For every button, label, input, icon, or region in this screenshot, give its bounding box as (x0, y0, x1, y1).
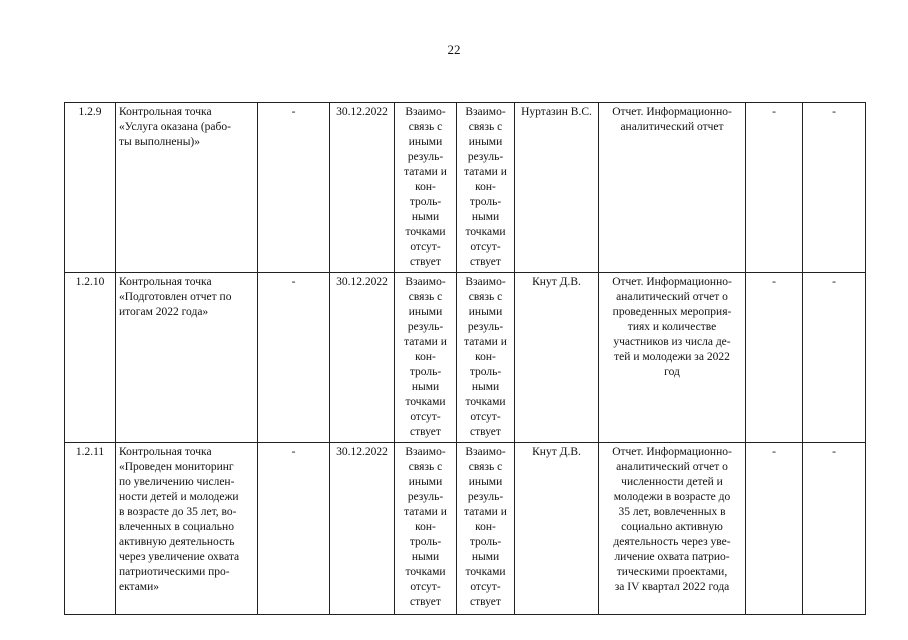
cell-dash: - (803, 103, 866, 273)
cell-dash: - (258, 273, 330, 443)
deadline-date: 30.12.2022 (330, 103, 395, 273)
cell-dash: - (803, 273, 866, 443)
relation-cell: Взаимо- связь с иными резуль- татами и кон- троль- ными точками отсут- ствует (457, 103, 515, 273)
report-type: Отчет. Информационно- аналитический отчет о численности детей и молодежи в возрасте до 35 лет, вовлеченных в социально активную деятельность через уве- личение охвата патрио- тическими проектами, за IV квартал 2022 года (599, 443, 746, 615)
page-number: 22 (447, 42, 461, 57)
cell-dash: - (746, 273, 803, 443)
row-number: 1.2.10 (65, 273, 116, 443)
control-point-name: Контрольная точка «Услуга оказана (рабо- ты выполнены)» (116, 103, 258, 273)
row-number: 1.2.9 (65, 103, 116, 273)
report-type: Отчет. Информационно- аналитический отчет (599, 103, 746, 273)
control-point-name: Контрольная точка «Проведен мониторинг по увеличению числен- ности детей и молодежи в возрасте до 35 лет, во- влеченных в социально активную деятельность через увеличение охвата патриотическими про- ектами» (116, 443, 258, 615)
cell-dash: - (803, 443, 866, 615)
relation-cell: Взаимо- связь с иными резуль- татами и кон- троль- ными точками отсут- ствует (457, 273, 515, 443)
responsible-person: Кнут Д.В. (515, 443, 599, 615)
responsible-person: Кнут Д.В. (515, 273, 599, 443)
cell-dash: - (746, 443, 803, 615)
relation-cell: Взаимо- связь с иными резуль- татами и кон- троль- ными точками отсут- ствует (457, 443, 515, 615)
table-row (65, 103, 866, 273)
control-point-name: Контрольная точка «Подготовлен отчет по итогам 2022 года» (116, 273, 258, 443)
table-row (65, 273, 866, 443)
deadline-date: 30.12.2022 (330, 273, 395, 443)
row-number: 1.2.11 (65, 443, 116, 615)
control-points-table (64, 102, 866, 615)
relation-cell: Взаимо- связь с иными резуль- татами и кон- троль- ными точками отсут- ствует (395, 103, 457, 273)
deadline-date: 30.12.2022 (330, 443, 395, 615)
relation-cell: Взаимо- связь с иными резуль- татами и кон- троль- ными точками отсут- ствует (395, 273, 457, 443)
responsible-person: Нуртазин В.С. (515, 103, 599, 273)
cell-dash: - (258, 103, 330, 273)
cell-dash: - (746, 103, 803, 273)
table-row (65, 443, 866, 615)
relation-cell: Взаимо- связь с иными резуль- татами и кон- троль- ными точками отсут- ствует (395, 443, 457, 615)
cell-dash: - (258, 443, 330, 615)
report-type: Отчет. Информационно- аналитический отчет о проведенных мероприя- тиях и количестве участников из числа де- тей и молодежи за 2022 год (599, 273, 746, 443)
